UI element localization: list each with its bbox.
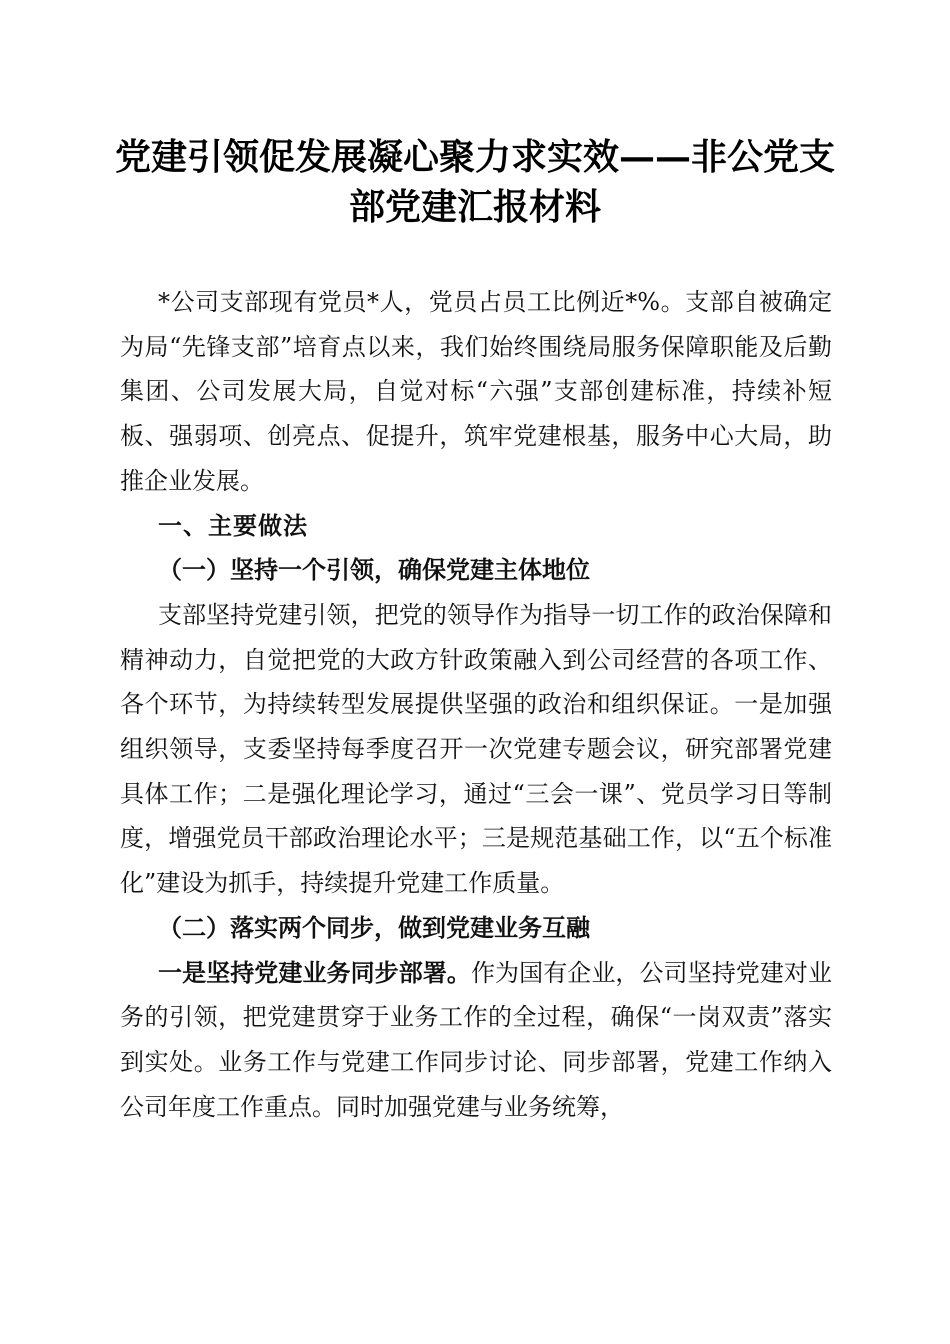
document-body	[120, 280, 832, 1129]
subsection-2-paragraph	[120, 951, 832, 1130]
subsection-heading-2: （二）落实两个同步，做到党建业务互融	[158, 912, 590, 942]
subsection-2-text: 作为国有企业，公司坚持党建对业务的引领，把党建贯穿于业务工作的全过程，确保“一岗双责”落实到实处。业务工作与党建工作同步讨论、同步部署，党建工作纳入公司年度工作重点。同时加强党建与业务统筹，	[120, 958, 833, 1121]
subsection-1-paragraph: 支部坚持党建引领，把党的领导作为指导一切工作的政治保障和精神动力，自觉把党的大政方针政策融入到公司经营的各项工作、各个环节，为持续转型发展提供坚强的政治和组织保证。一是加强组织领导，支委坚持每季度召开一次党建专题会议，研究部署党建具体工作；二是强化理论学习，通过“三会一课”、党员学习日等制度，增强党员干部政治理论水平；三是规范基础工作，以“五个标准化”建设为抓手，持续提升党建工作质量。	[120, 600, 832, 898]
subsection-2-lead: 一是坚持党建业务同步部署。	[158, 957, 471, 987]
subsection-heading-1: （一）坚持一个引领，确保党建主体地位	[158, 555, 590, 585]
title-line-1: 党建引领促发展凝心聚力求实效——非公党支	[114, 136, 835, 178]
document-title	[110, 132, 840, 232]
intro-paragraph: *公司支部现有党员*人，党员占员工比例近*%。支部自被确定为局“先锋支部”培育点以来，我们始终围绕局服务保障职能及后勤集团、公司发展大局，自觉对标“六强”支部创建标准，持续补短板、强弱项、创亮点、促提升，筑牢党建根基，服务中心大局，助推企业发展。	[120, 288, 832, 495]
title-line-2: 部党建汇报材料	[348, 186, 601, 228]
section-heading-main-practices: 一、主要做法	[158, 511, 308, 540]
